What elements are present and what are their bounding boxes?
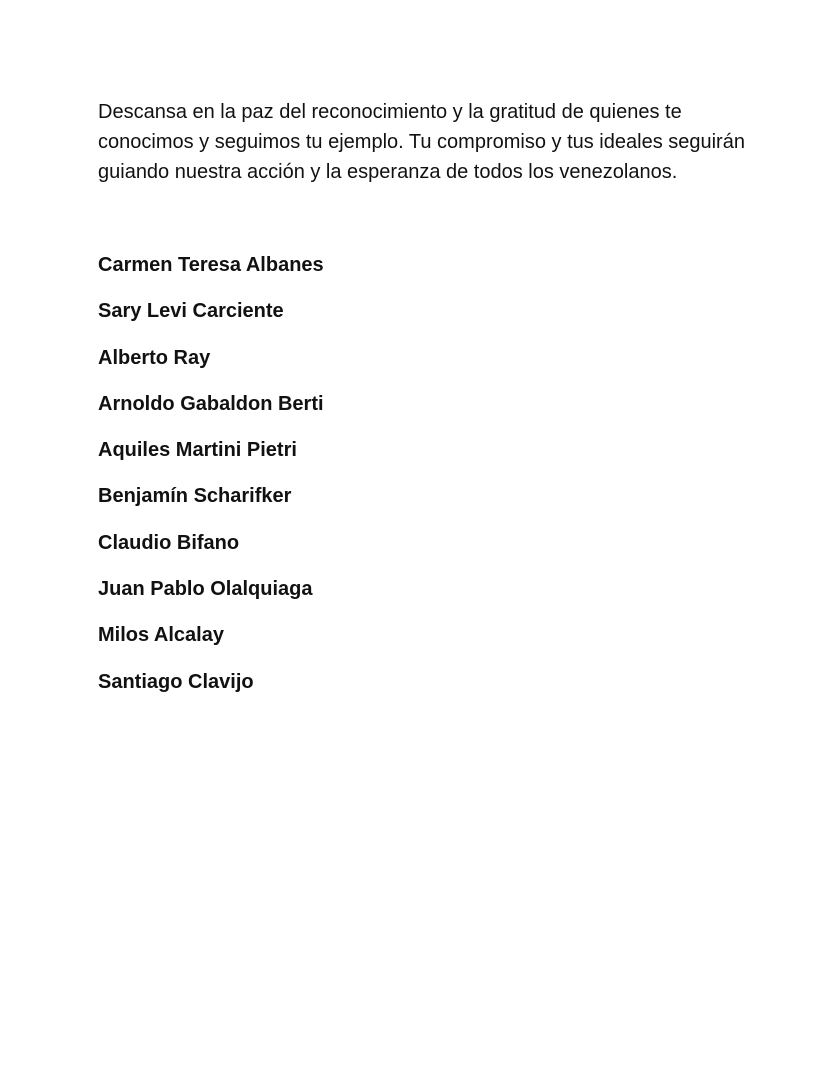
signatory-name: Benjamín Scharifker [98, 485, 292, 508]
signatory-name: Alberto Ray [98, 346, 211, 369]
signatory-name: Juan Pablo Olalquiaga [98, 578, 313, 601]
signatory-name: Claudio Bifano [98, 531, 240, 554]
signatory-name: Carmen Teresa Albanes [98, 254, 324, 276]
tribute-paragraph: Descansa en la paz del reconocimiento y la gratitud de quienes te conocimos y seguimos tu ejemplo. Tu compromiso y tus ideales seguirán guiando nuestra acción y la esperanza de todos los venezolanos. [98, 101, 745, 183]
signatory-name: Arnoldo Gabaldon Berti [98, 392, 324, 415]
signatory-name: Santiago Clavijo [98, 670, 254, 693]
signatory-name: Milos Alcalay [98, 624, 224, 647]
signatory-name: Sary Levi Carciente [98, 300, 284, 323]
signatory-name: Aquiles Martini Pietri [98, 439, 297, 462]
signatory-list [98, 250, 324, 713]
